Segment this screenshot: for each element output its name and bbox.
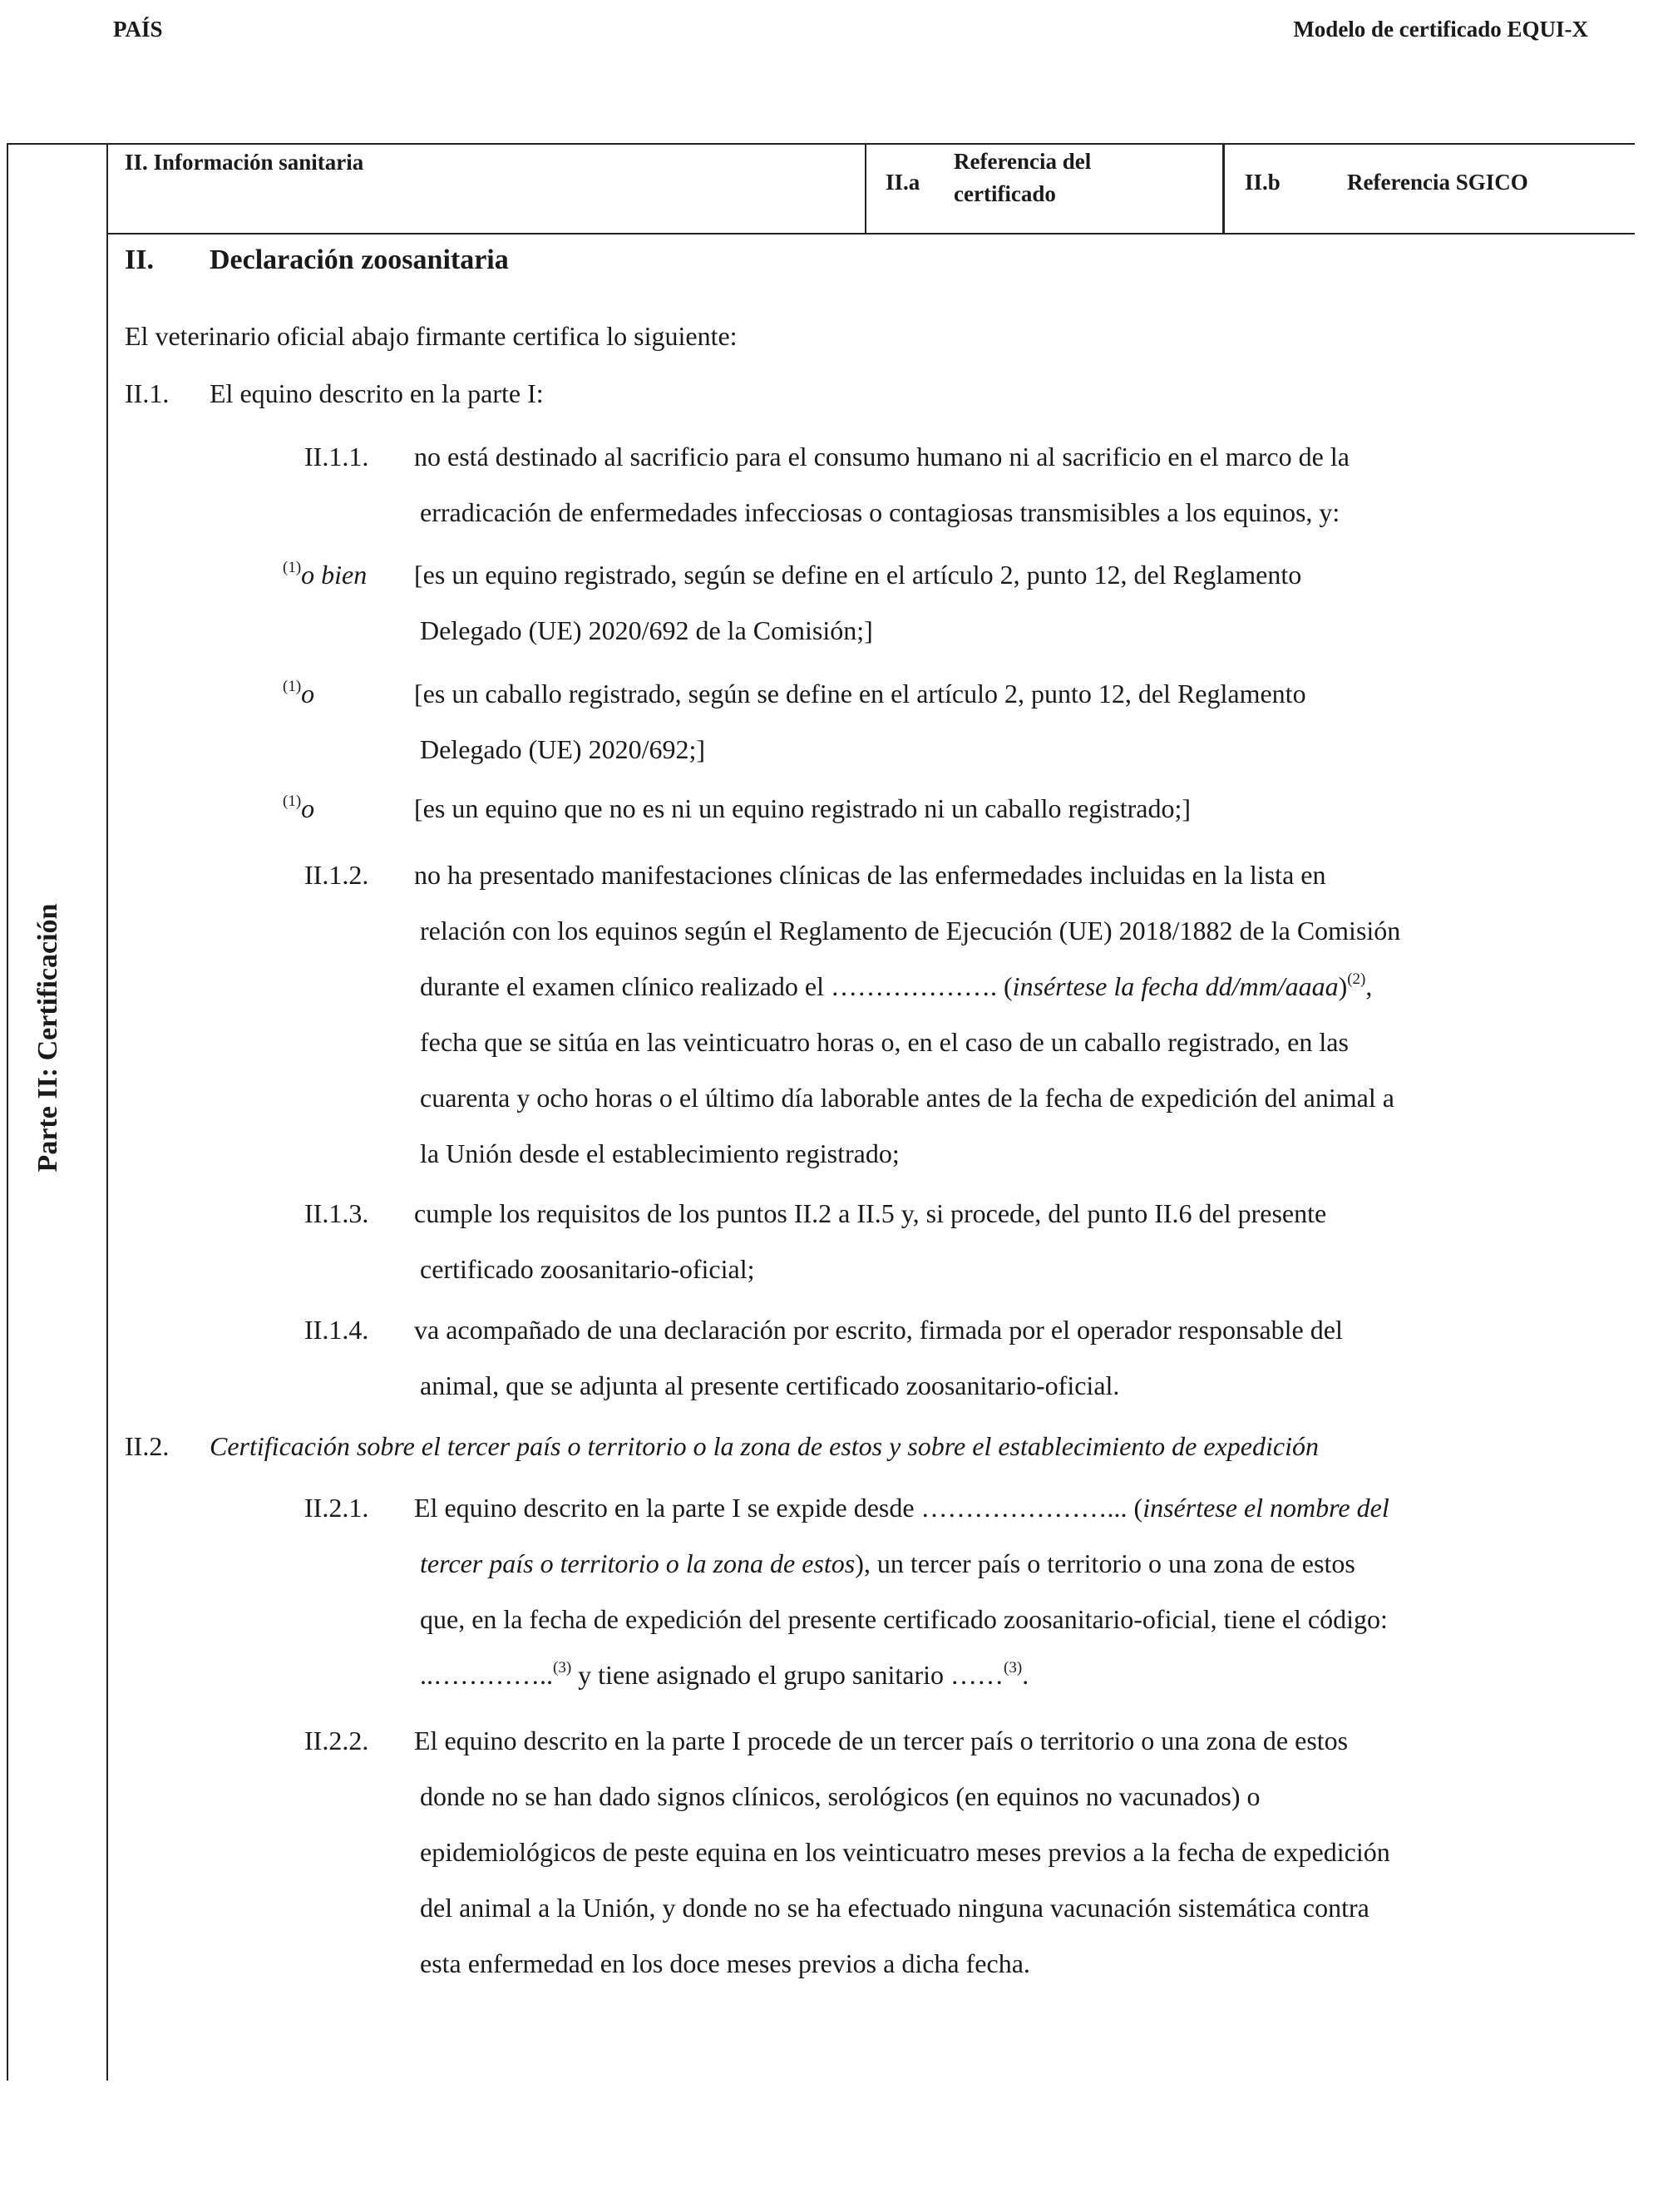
p221-line: tercer país o territorio o la zona de estos), un tercer país o territorio o una zona de estos (420, 1548, 1355, 1578)
option-marker: $^{(1)}$o (283, 678, 315, 709)
p222-line: del animal a la Unión, y donde no se ha efectuado ninguna vacunación sistemática contra (420, 1893, 1369, 1923)
frame-top-border (7, 143, 1635, 145)
p222-line: epidemiológicos de peste equina en los veinticuatro meses previos a la fecha de expedición (420, 1837, 1390, 1867)
ref-a-label: Referencia del certificado (954, 149, 1092, 207)
p113-number: II.1.3. (304, 1198, 369, 1228)
p111-line: erradicación de enfermedades infecciosas o contagiosas transmisibles a los equinos, y: (420, 497, 1340, 527)
p114-line: va acompañado de una declaración por escrito, firmada por el operador responsable del (414, 1315, 1343, 1345)
p112-line: la Unión desde el establecimiento registrado; (420, 1138, 900, 1168)
p112-line: durante el examen clínico realizado el ………………. (insértese la fecha dd/mm/aaaa)$^{(2)}$, (420, 970, 1373, 1001)
p114-number: II.1.4. (304, 1315, 369, 1345)
p112-number: II.1.2. (304, 860, 369, 890)
header-divider-a (865, 143, 866, 233)
p112-line: fecha que se sitúa en las veinticuatro horas o, en el caso de un caballo registrado, en las (420, 1027, 1349, 1057)
ref-b-code: II.b (1245, 170, 1281, 195)
p112-line: no ha presentado manifestaciones clínicas de las enfermedades incluidas en la lista en (414, 860, 1326, 890)
page-header-model: Modelo de certificado EQUI-X (1293, 17, 1588, 42)
p111-line: no está destinado al sacrificio para el consumo humano ni al sacrificio en el marco de la (414, 442, 1350, 472)
p1-text: El equino descrito en la parte I: (210, 378, 544, 408)
section-title: Declaración zoosanitaria (210, 244, 509, 275)
p221-line: El equino descrito en la parte I se expide desde …………………... (insértese el nombre del (414, 1493, 1389, 1523)
info-heading: II. Información sanitaria (125, 150, 364, 175)
p2-title: Certificación sobre el tercer país o territorio o la zona de estos y sobre el establecimiento de expedición (210, 1431, 1319, 1461)
option-line: [es un equino registrado, según se define en el artículo 2, punto 12, del Reglamento (414, 560, 1302, 590)
p2-number: II.2. (125, 1431, 170, 1461)
p112-line: relación con los equinos según el Reglamento de Ejecución (UE) 2018/1882 de la Comisión (420, 916, 1401, 946)
p222-line: esta enfermedad en los doce meses previos a dicha fecha. (420, 1948, 1030, 1978)
intro-text: El veterinario oficial abajo firmante certifica lo siguiente: (125, 321, 738, 351)
p113-line: cumple los requisitos de los puntos II.2 a II.5 y, si procede, del punto II.6 del presente (414, 1198, 1327, 1228)
option-line: [es un equino que no es ni un equino registrado ni un caballo registrado;] (414, 793, 1191, 823)
option-marker: $^{(1)}$o (283, 792, 315, 823)
header-divider-b (1222, 143, 1225, 233)
option-marker: $^{(1)}$o bien (283, 559, 368, 590)
p221-number: II.2.1. (304, 1493, 369, 1523)
p112-line: cuarenta y ocho horas o el último día laborable antes de la fecha de expedición del animal a (420, 1083, 1394, 1113)
p221-line: que, en la fecha de expedición del presente certificado zoosanitario-oficial, tiene el código: (420, 1604, 1388, 1634)
p114-line: animal, que se adjunta al presente certificado zoosanitario-oficial. (420, 1370, 1120, 1400)
p113-line: certificado zoosanitario-oficial; (420, 1254, 755, 1284)
section-number: II. (125, 244, 154, 275)
p222-number: II.2.2. (304, 1726, 369, 1755)
frame-left-border (7, 143, 8, 2081)
p221-line: ..…………..$^{(3)}$ y tiene asignado el grupo sanitario ……$^{(3)}$. (420, 1659, 1029, 1690)
p1-number: II.1. (125, 378, 170, 408)
frame-inner-border (106, 143, 108, 2081)
p222-line: El equino descrito en la parte I procede de un tercer país o territorio o una zona de estos (414, 1726, 1349, 1755)
page-header-country: PAÍS (113, 17, 163, 42)
option-line: Delegado (UE) 2020/692 de la Comisión;] (420, 615, 873, 645)
header-bottom-border (106, 233, 1635, 235)
ref-a-code: II.a (886, 170, 920, 195)
option-line: Delegado (UE) 2020/692;] (420, 734, 706, 764)
option-line: [es un caballo registrado, según se define en el artículo 2, punto 12, del Reglamento (414, 679, 1306, 709)
side-label: Parte II: Certificación (32, 903, 63, 1173)
p222-line: donde no se han dado signos clínicos, serológicos (en equinos no vacunados) o (420, 1781, 1261, 1811)
p111-number: II.1.1. (304, 442, 369, 472)
ref-b-label: Referencia SGICO (1347, 170, 1528, 195)
